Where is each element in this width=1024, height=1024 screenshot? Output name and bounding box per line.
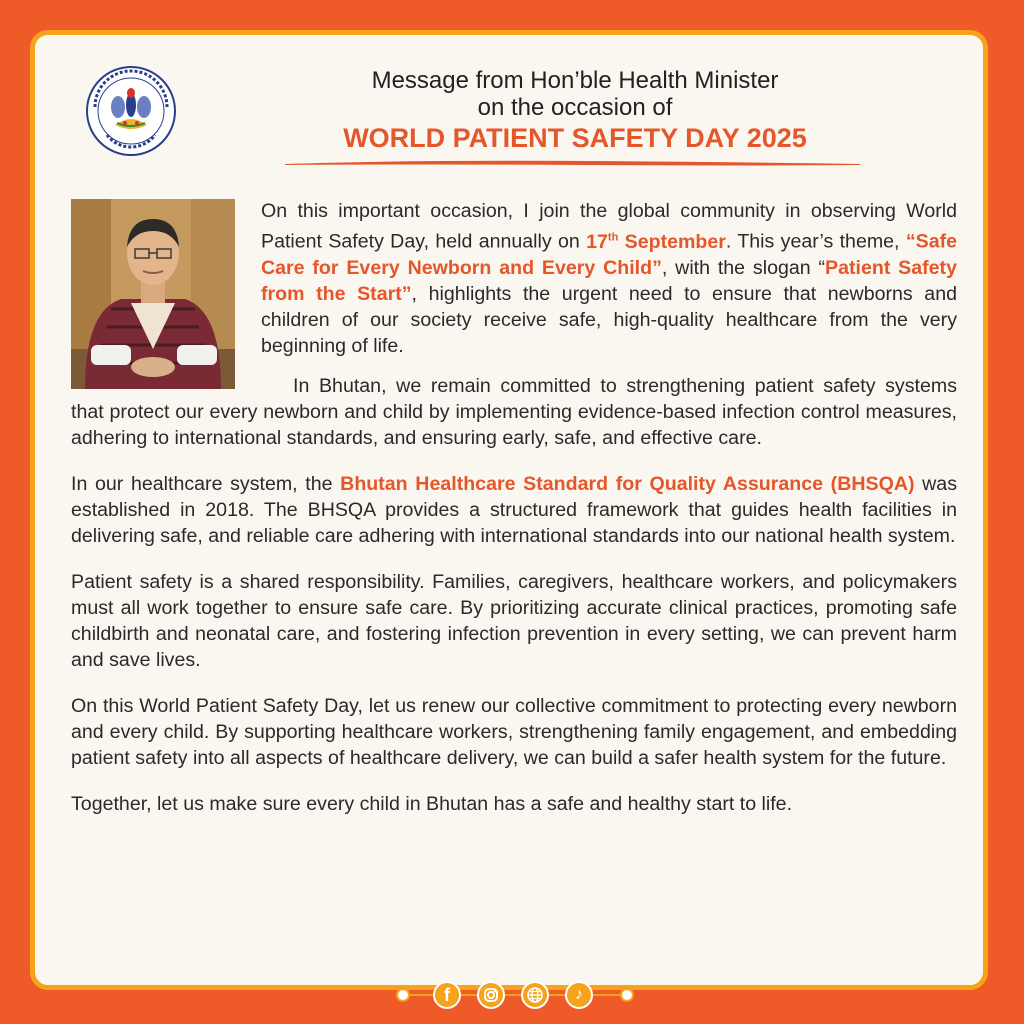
- paragraph-1-text-b: . This year’s theme,: [725, 230, 906, 253]
- theme-highlight: “Safe Care for Every Newborn and Every Child”: [261, 230, 958, 279]
- date-month: September: [618, 230, 726, 253]
- slogan-highlight: Patient Safety from the Start”: [261, 256, 957, 305]
- paragraph-2-text: In Bhutan, we remain committed to strengthening patient safety systems that protect our every newborn and child by implementing evidence-based infection control measures, adhering to international standards, and ensuring early, safe, and effective care.: [71, 374, 957, 449]
- photo-wrap-spacer: [71, 198, 239, 388]
- message-header: [295, 67, 855, 155]
- date-highlight: [586, 231, 726, 253]
- message-body: [71, 198, 957, 817]
- header-title-line2: on the occasion of: [477, 94, 673, 121]
- instagram-glyph: [479, 983, 503, 1007]
- paragraph-3: [71, 471, 957, 549]
- social-links-bar: [395, 975, 635, 1015]
- ministry-seal-logo: [85, 65, 177, 157]
- tiktok-icon[interactable]: [565, 981, 593, 1009]
- paragraph-1-text-c: , with the slogan “: [661, 256, 826, 279]
- message-card: [30, 30, 988, 1005]
- paragraph-1-text-a: On this important occasion, I join the global community in observing World Patient Safety Day, held annually on: [261, 200, 957, 253]
- date-day: 17: [586, 230, 608, 253]
- paragraph-4: Patient safety is a shared responsibility. Families, caregivers, healthcare workers, and policymakers must all work together to ensure safe care. By prioritizing accurate clinical practices, promoting safe childbirth and neonatal care, and fostering infection prevention in every setting, we can prevent harm and save lives.: [71, 570, 957, 671]
- paragraph-5: On this World Patient Safety Day, let us renew our collective commitment to protecting every newborn and every child. By supporting healthcare workers, strengthening family engagement, and embedding patient safety into all aspects of healthcare delivery, we can build a safer health system for the future.: [71, 694, 957, 769]
- globe-icon[interactable]: [521, 981, 549, 1009]
- tiktok-glyph: ♪: [575, 986, 583, 1003]
- instagram-icon[interactable]: [477, 981, 505, 1009]
- facebook-icon[interactable]: [433, 981, 461, 1009]
- header-event-title: WORLD PATIENT SAFETY DAY 2025: [343, 123, 807, 153]
- globe-glyph: [523, 983, 547, 1007]
- facebook-glyph: f: [444, 985, 450, 1005]
- social-bar-decoration: [395, 975, 635, 1015]
- paragraph-3-text-a: In our healthcare system, the: [71, 472, 341, 495]
- header-brush-underline: [285, 159, 860, 167]
- paragraph-6: Together, let us make sure every child in Bhutan has a safe and healthy start to life.: [71, 792, 793, 815]
- bhsqa-highlight: Bhutan Healthcare Standard for Quality Assurance (BHSQA): [340, 472, 915, 495]
- paragraph-1-text-d: , highlights the urgent need to ensure that newborns and children of our society receive safe, high-quality healthcare from the very beginning of life.: [261, 282, 957, 357]
- header-title-line1: Message from Hon’ble Health Minister: [371, 67, 779, 94]
- date-suffix: th: [607, 231, 619, 243]
- paragraph-3-text-b: was established in 2018. The BHSQA provides a structured framework that guides health facilities in delivering safe, and reliable care adhering with international standards into our national health system.: [71, 472, 957, 547]
